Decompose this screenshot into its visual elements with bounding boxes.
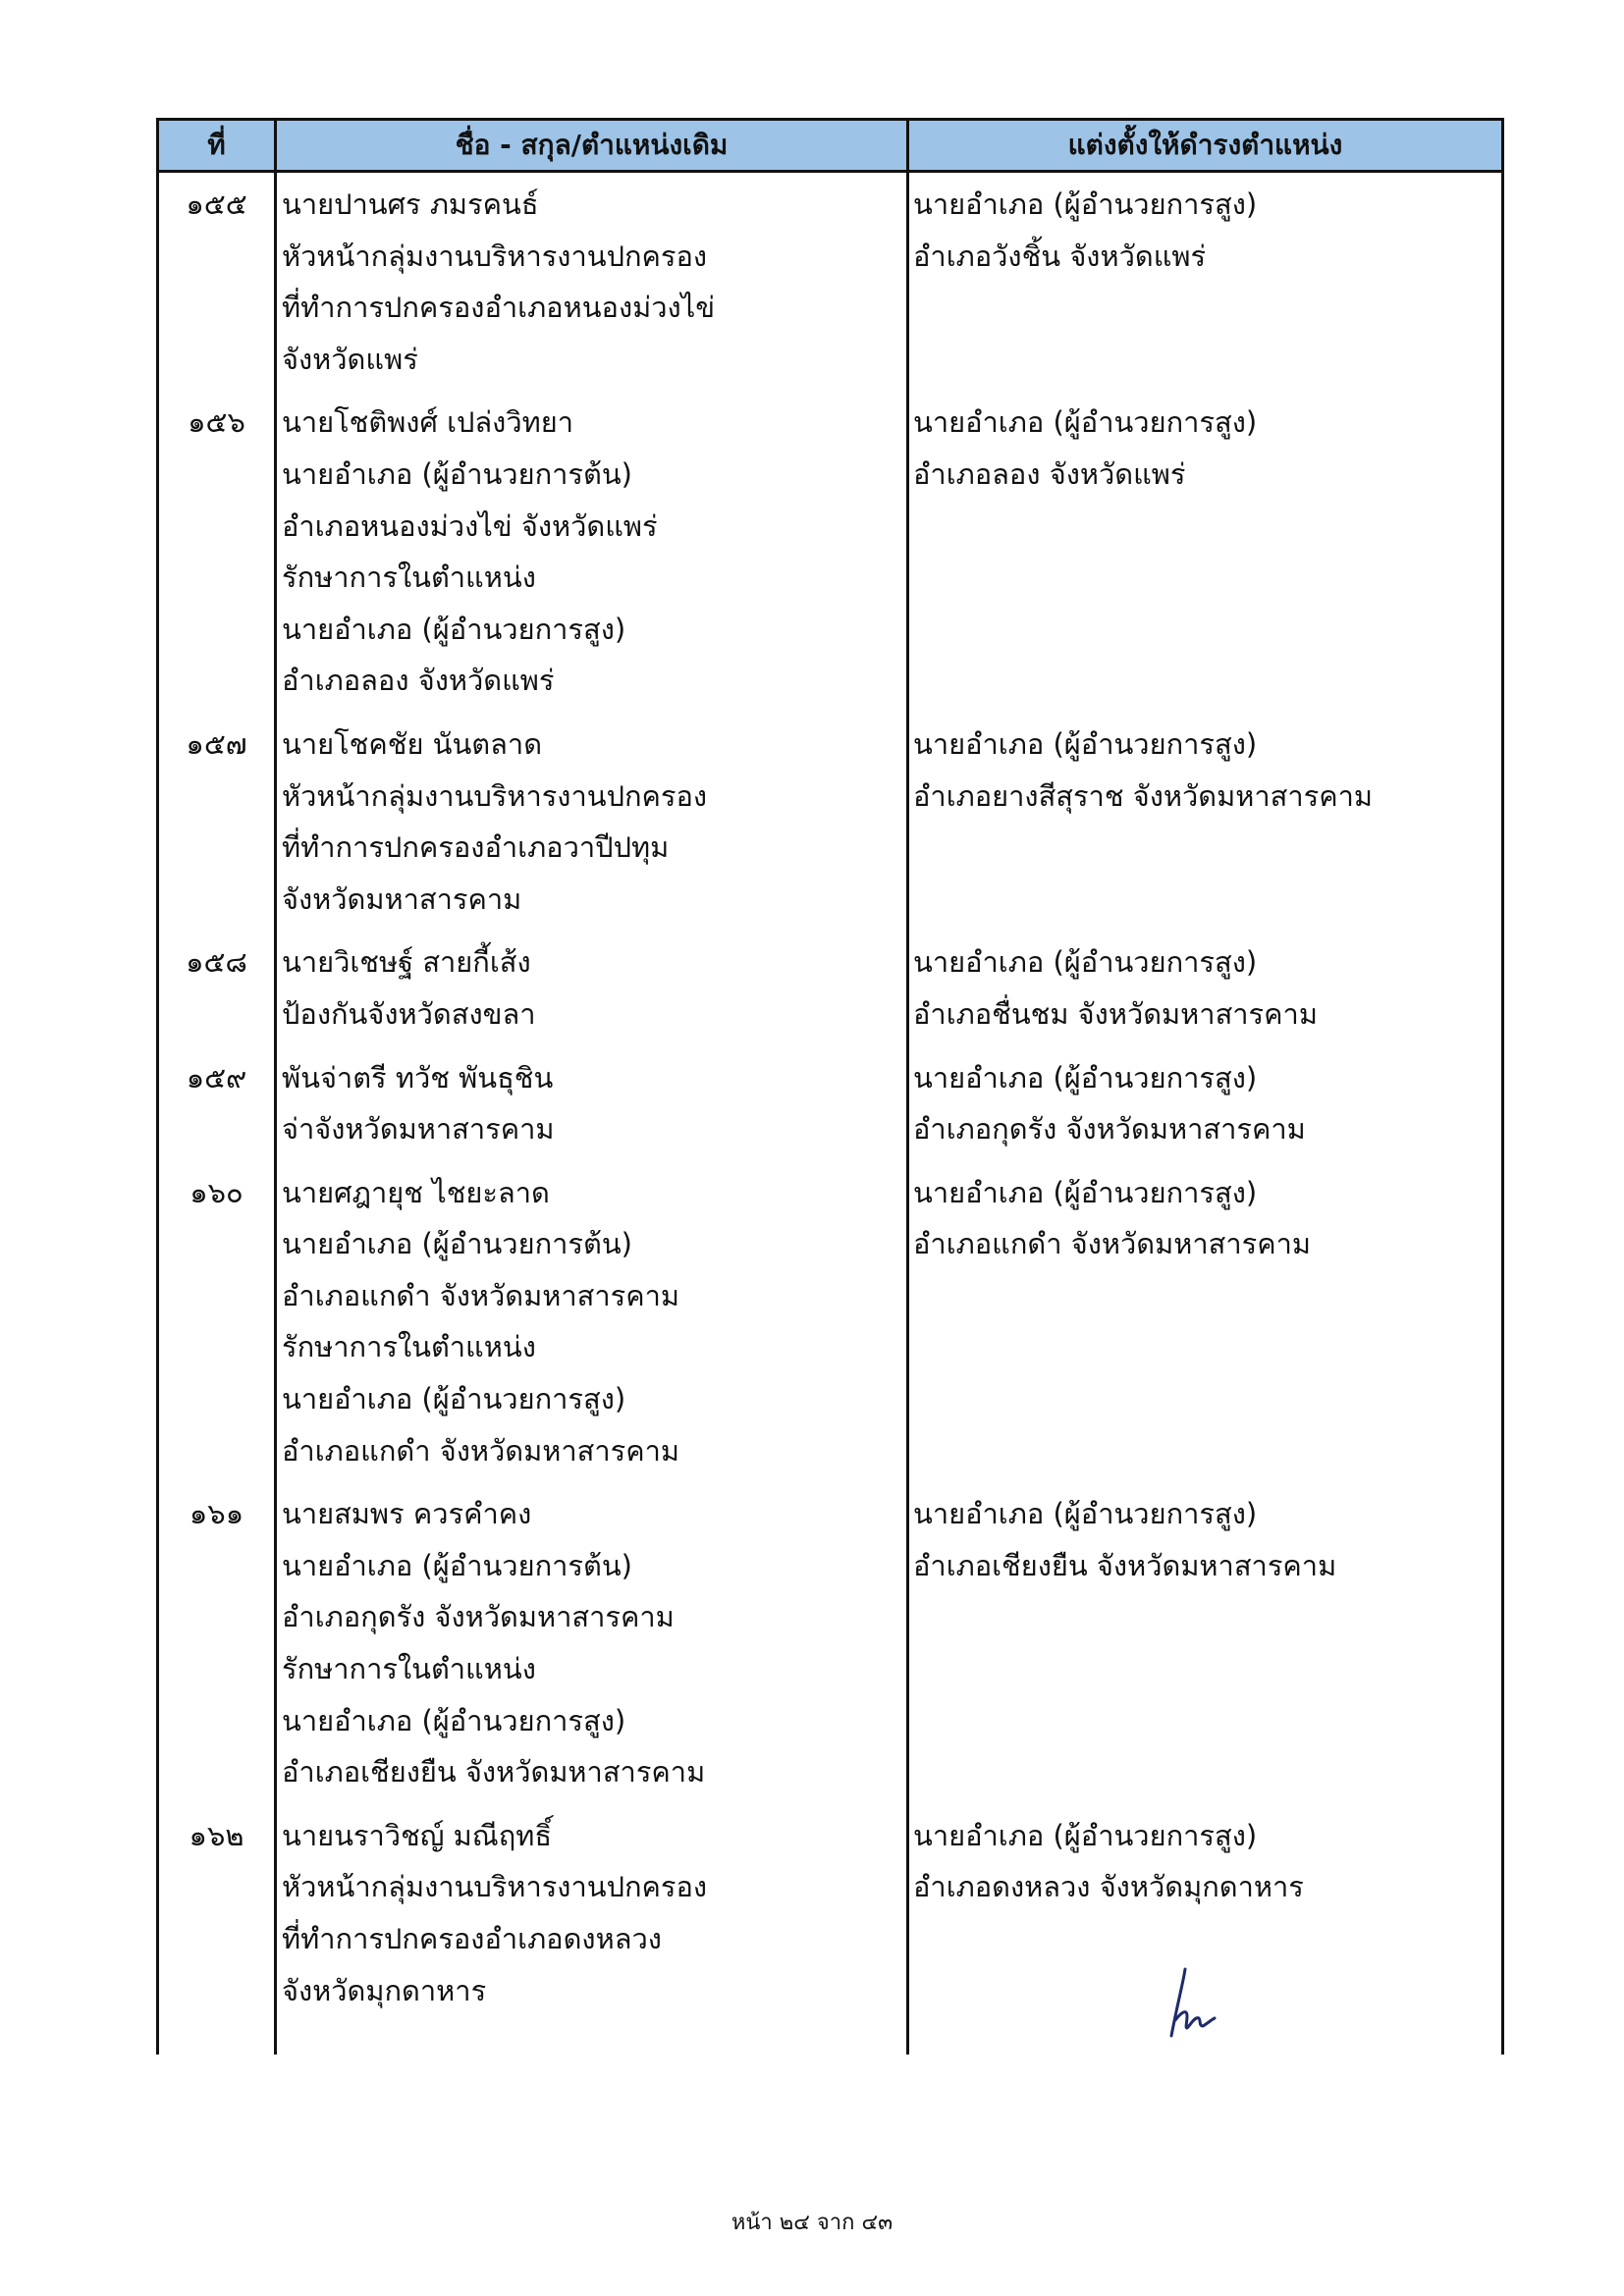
table-row: [156, 1482, 1504, 1804]
appointment-line: นายอำเภอ (ผู้อำนวยการสูง): [913, 405, 1258, 440]
table-border-right: [1501, 118, 1504, 2055]
former-position-line: จังหวัดแพร่: [282, 342, 418, 376]
former-position-line: ที่ทำการปกครองอำเภอหนองม่วงไข่: [282, 291, 716, 325]
signature-icon: [1164, 1963, 1222, 2042]
former-position-line: ที่ทำการปกครองอำเภอวาปีปทุม: [282, 830, 670, 865]
former-position-line: ที่ทำการปกครองอำเภอดงหลวง: [282, 1922, 662, 1955]
table-divider-2: [906, 118, 909, 2055]
former-position-line: จ่าจังหวัดมหาสารคาม: [282, 1112, 555, 1147]
person-name: พันจ่าตรี ทวัช พันธุชิน: [282, 1060, 554, 1095]
appointment-cell: [913, 397, 1497, 500]
table-body: [156, 173, 1504, 2022]
former-position-line: รักษาการในตำแหน่ง: [282, 1330, 536, 1364]
former-position-line: นายอำเภอ (ผู้อำนวยการต้น): [282, 1548, 632, 1582]
former-position-line: นายอำเภอ (ผู้อำนวยการสูง): [282, 612, 626, 646]
former-position-line: อำเภอลอง จังหวัดแพร่: [282, 664, 555, 698]
appointment-cell: [913, 719, 1497, 822]
header-name-position: ชื่อ - สกุล/ตำแหน่งเดิม: [455, 129, 729, 161]
person-name: นายศฎายุช ไชยะลาด: [282, 1175, 550, 1209]
former-position-line: หัวหน้ากลุ่มงานบริหารงานปกครอง: [282, 239, 708, 273]
person-name: นายโชคชัย นันตลาด: [282, 726, 543, 761]
former-position-cell: [282, 1167, 900, 1477]
row-number: ๑๕๘: [186, 945, 247, 980]
appointment-cell: [913, 1167, 1497, 1270]
appointment-line: อำเภอวังชิ้น จังหวัดแพร่: [913, 239, 1207, 273]
appointment-line: นายอำเภอ (ผู้อำนวยการสูง): [913, 187, 1258, 221]
appointment-line: นายอำเภอ (ผู้อำนวยการสูง): [913, 1818, 1258, 1852]
appointment-line: อำเภอเชียงยืน จังหวัดมหาสารคาม: [913, 1548, 1337, 1582]
row-number: ๑๖๑: [189, 1497, 244, 1531]
former-position-line: อำเภอหนองม่วงไข่ จังหวัดแพร่: [282, 508, 658, 543]
former-position-line: อำเภอกุดรัง จังหวัดมหาสารคาม: [282, 1600, 675, 1634]
header-no: ที่: [207, 129, 226, 161]
person-name: นายโชติพงศ์ เปล่งวิทยา: [282, 405, 574, 440]
former-position-cell: [282, 1052, 900, 1155]
person-name: นายปานศร ภมรคนธ์: [282, 187, 539, 221]
former-position-cell: [282, 179, 900, 385]
table-row: [156, 1804, 1504, 2022]
appointment-line: อำเภอแกดำ จังหวัดมหาสารคาม: [913, 1227, 1311, 1261]
former-position-cell: [282, 1810, 900, 2016]
appointment-line: อำเภอยางสีสุราช จังหวัดมหาสารคาม: [913, 778, 1374, 813]
appointment-line: นายอำเภอ (ผู้อำนวยการสูง): [913, 945, 1258, 980]
former-position-line: อำเภอแกดำ จังหวัดมหาสารคาม: [282, 1278, 679, 1312]
appointment-line: อำเภอดงหลวง จังหวัดมุกดาหาร: [913, 1870, 1304, 1904]
former-position-line: หัวหน้ากลุ่มงานบริหารงานปกครอง: [282, 778, 708, 813]
appointment-line: อำเภอลอง จังหวัดแพร่: [913, 456, 1186, 491]
former-position-line: หัวหน้ากลุ่มงานบริหารงานปกครอง: [282, 1870, 708, 1904]
appointment-line: นายอำเภอ (ผู้อำนวยการสูง): [913, 1497, 1258, 1531]
former-position-line: อำเภอเชียงยืน จังหวัดมหาสารคาม: [282, 1755, 706, 1789]
row-number: ๑๖๒: [189, 1818, 244, 1852]
table-row: [156, 931, 1504, 1045]
appointment-line: นายอำเภอ (ผู้อำนวยการสูง): [913, 1175, 1258, 1209]
former-position-line: นายอำเภอ (ผู้อำนวยการต้น): [282, 1227, 632, 1261]
former-position-line: นายอำเภอ (ผู้อำนวยการต้น): [282, 456, 632, 491]
former-position-line: รักษาการในตำแหน่ง: [282, 561, 536, 595]
former-position-line: นายอำเภอ (ผู้อำนวยการสูง): [282, 1703, 626, 1737]
table-row: [156, 173, 1504, 391]
table-border-left: [156, 118, 159, 2055]
appointment-cell: [913, 1488, 1497, 1591]
former-position-cell: [282, 397, 900, 707]
former-position-line: จังหวัดมุกดาหาร: [282, 1973, 487, 2007]
former-position-cell: [282, 719, 900, 925]
appointment-line: นายอำเภอ (ผู้อำนวยการสูง): [913, 726, 1258, 761]
appointment-line: อำเภอชื่นชม จังหวัดมหาสารคาม: [913, 996, 1318, 1031]
person-name: นายสมพร ควรคำคง: [282, 1497, 532, 1531]
appointment-cell: [913, 936, 1497, 1040]
row-number: ๑๕๕: [186, 187, 247, 221]
appointment-cell: [913, 1052, 1497, 1155]
appointment-line: นายอำเภอ (ผู้อำนวยการสูง): [913, 1060, 1258, 1095]
header-appointment: แต่งตั้งให้ดำรงตำแหน่ง: [1067, 129, 1343, 161]
former-position-line: ป้องกันจังหวัดสงขลา: [282, 996, 536, 1031]
appointment-table: [156, 118, 1504, 2055]
appointment-cell: [913, 1810, 1497, 1913]
table-header: [156, 118, 1504, 173]
former-position-line: อำเภอแกดำ จังหวัดมหาสารคาม: [282, 1433, 679, 1468]
appointment-line: อำเภอกุดรัง จังหวัดมหาสารคาม: [913, 1112, 1306, 1147]
person-name: นายวิเชษฐ์ สายกี้เส้ง: [282, 945, 531, 980]
table-row: [156, 713, 1504, 931]
former-position-cell: [282, 936, 900, 1040]
former-position-line: จังหวัดมหาสารคาม: [282, 881, 522, 916]
row-number: ๑๕๖: [188, 405, 245, 440]
person-name: นายนราวิชญ์ มณีฤทธิ์: [282, 1818, 553, 1852]
appointment-cell: [913, 179, 1497, 282]
table-row: [156, 1046, 1504, 1161]
former-position-line: รักษาการในตำแหน่ง: [282, 1652, 536, 1686]
row-number: ๑๕๗: [186, 726, 247, 761]
page-footer: หน้า ๒๔ จาก ๔๓: [731, 2211, 893, 2235]
row-number: ๑๕๙: [186, 1060, 247, 1095]
table-row: [156, 1161, 1504, 1483]
row-number: ๑๖๐: [189, 1175, 244, 1209]
table-divider-1: [274, 118, 277, 2055]
former-position-cell: [282, 1488, 900, 1798]
former-position-line: นายอำเภอ (ผู้อำนวยการสูง): [282, 1382, 626, 1416]
table-row: [156, 391, 1504, 713]
